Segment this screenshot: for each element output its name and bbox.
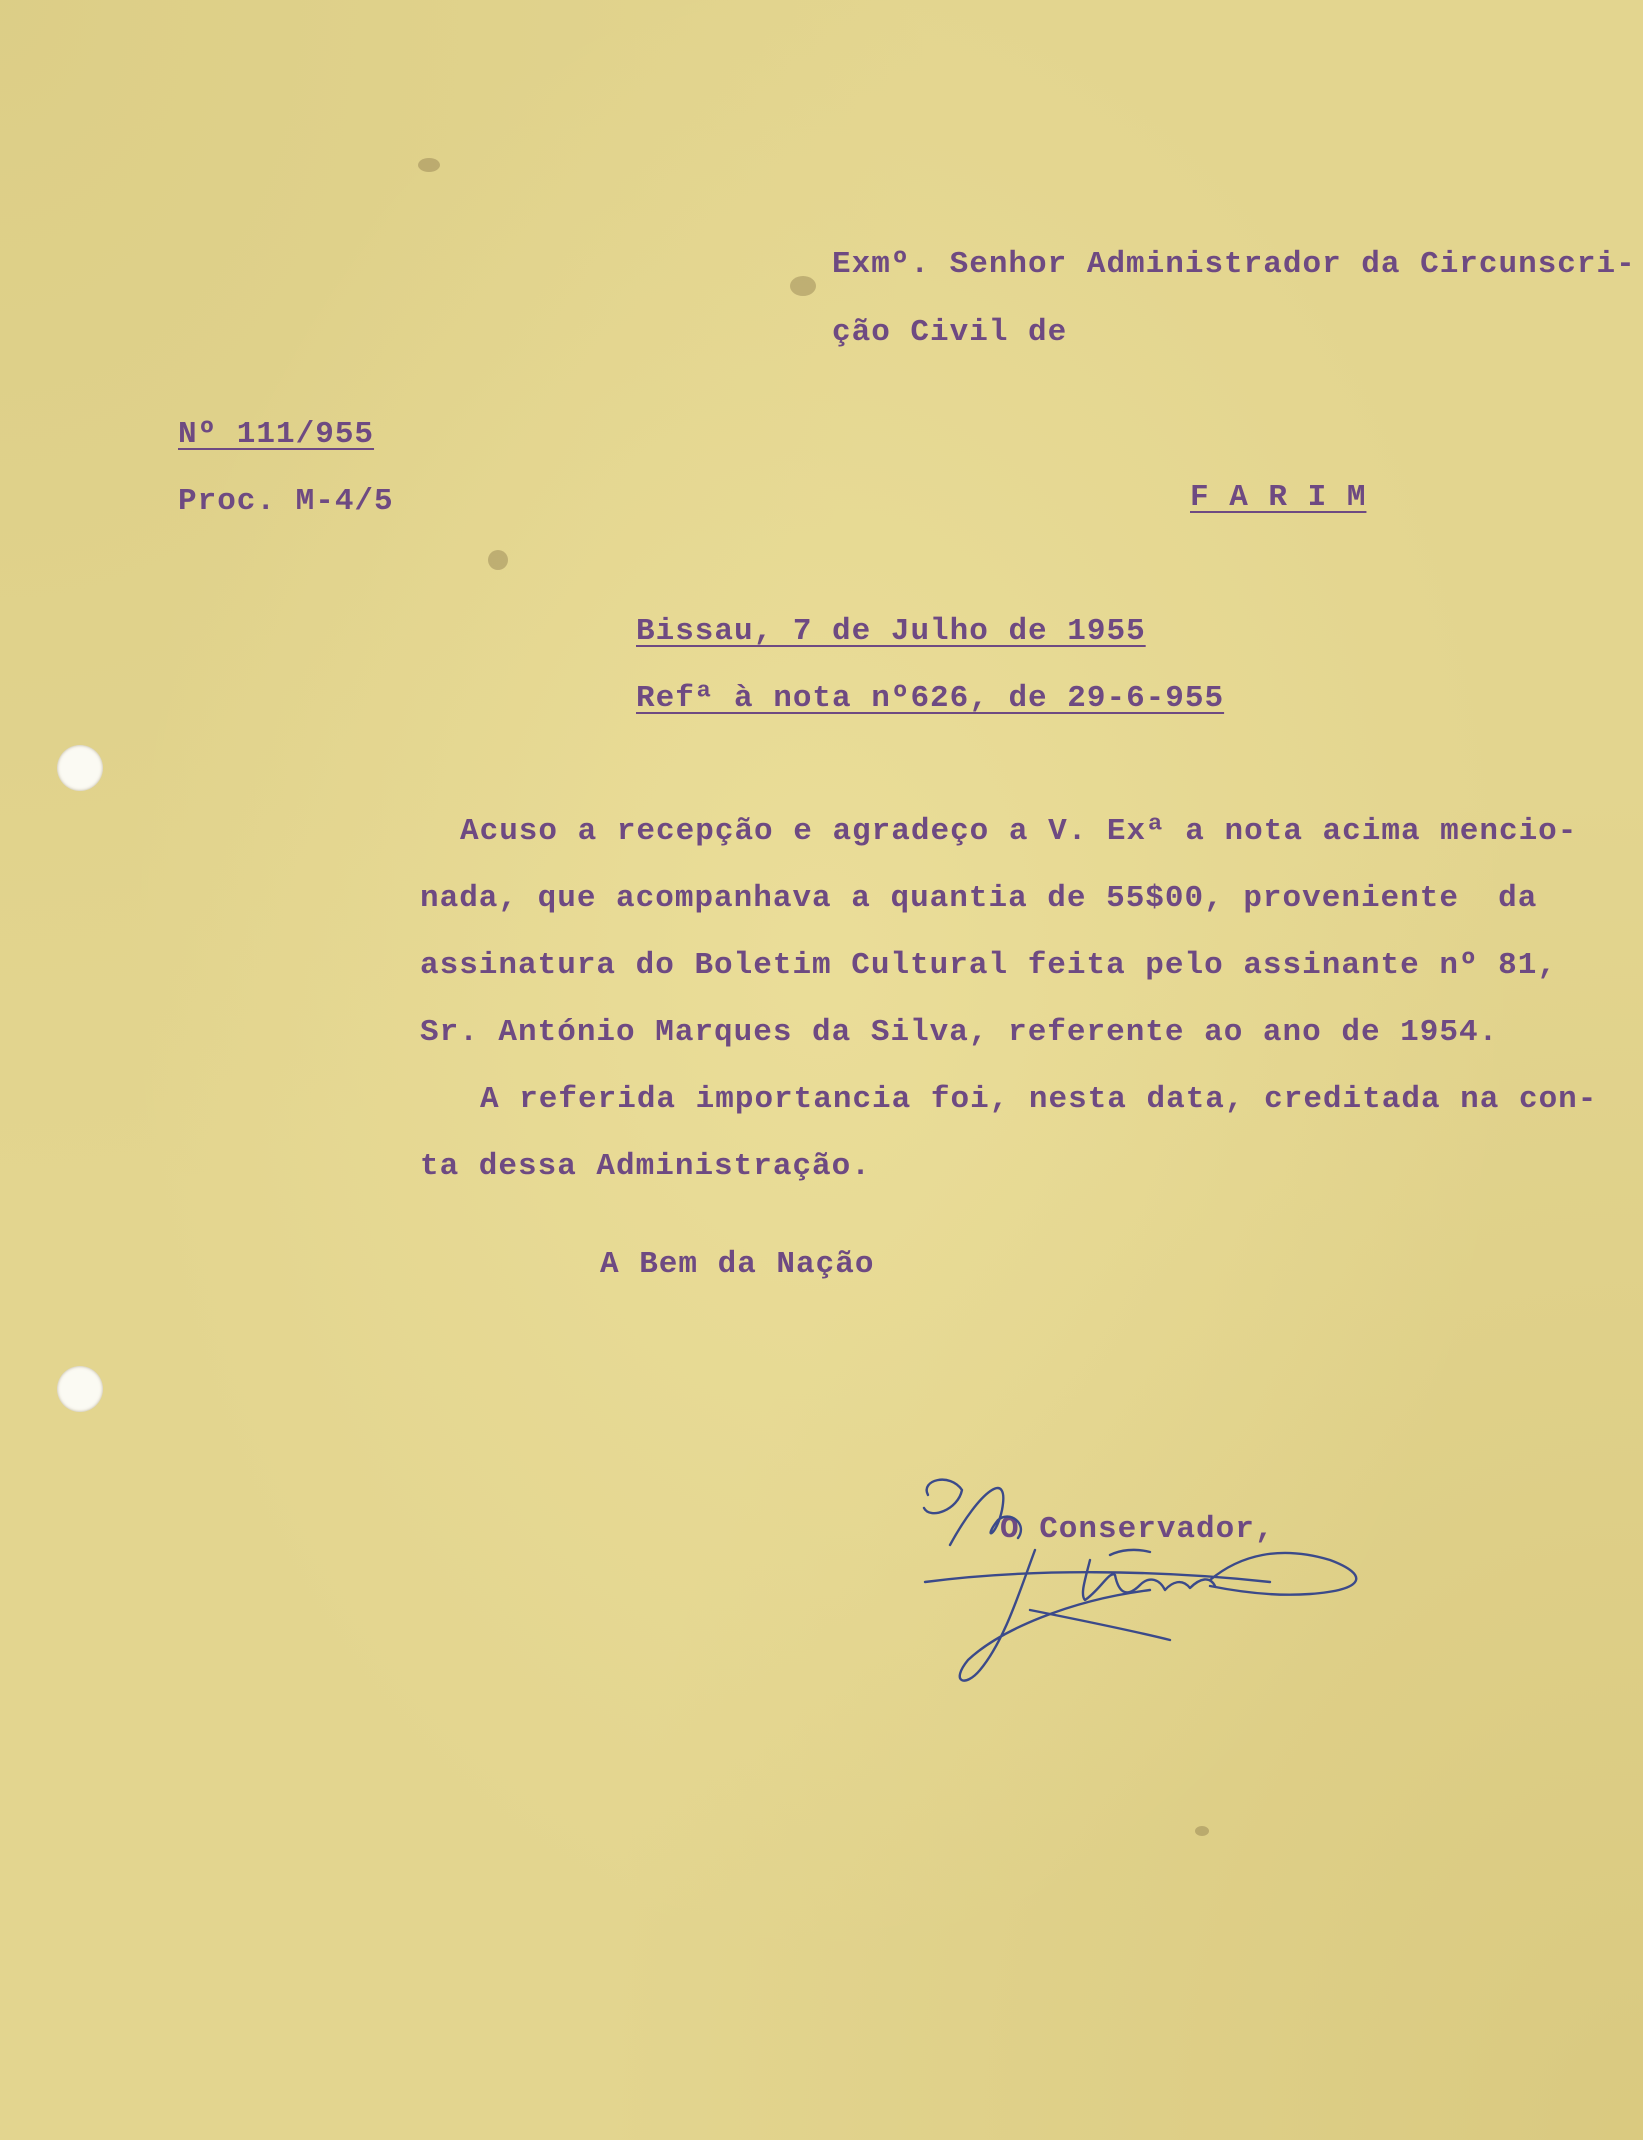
process-number: Proc. M-4/5 <box>178 484 394 519</box>
paper-stain <box>1195 1826 1209 1836</box>
body-line: A referida importancia foi, nesta data, creditada na con- <box>480 1082 1598 1117</box>
addressee-place: F A R I M <box>1190 480 1367 515</box>
body-line: ta dessa Administração. <box>420 1149 871 1184</box>
body-line: Acuso a recepção e agradeço a V. Exª a nota acima mencio- <box>460 814 1578 849</box>
addressee-line-2: ção Civil de <box>832 315 1068 350</box>
handwritten-signature <box>910 1450 1380 1690</box>
addressee-line-1: Exmº. Senhor Administrador da Circunscri- <box>832 247 1636 282</box>
signatory-title: O Conservador, <box>1000 1512 1275 1547</box>
punch-hole-bottom <box>57 1366 103 1412</box>
reference-note: Refª à nota nº626, de 29-6-955 <box>636 681 1225 716</box>
paper-stain <box>790 276 816 296</box>
paper-stain <box>418 158 440 172</box>
paper-stain <box>488 550 508 570</box>
body-line: assinatura do Boletim Cultural feita pelo assinante nº 81, <box>420 948 1557 983</box>
closing-formula: A Bem da Nação <box>600 1247 875 1282</box>
body-line: nada, que acompanhava a quantia de 55$00, proveniente da <box>420 881 1538 916</box>
punch-hole-top <box>57 745 103 791</box>
body-line: Sr. António Marques da Silva, referente ao ano de 1954. <box>420 1015 1499 1050</box>
place-date: Bissau, 7 de Julho de 1955 <box>636 614 1146 649</box>
reference-number: Nº 111/955 <box>178 417 375 452</box>
